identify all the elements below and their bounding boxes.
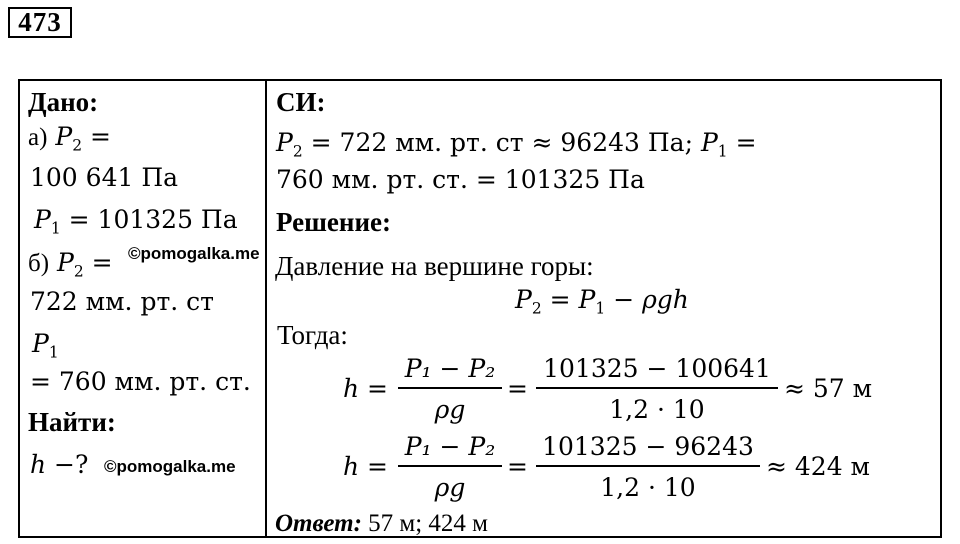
watermark-top: ©pomogalka.me	[128, 244, 260, 263]
calc-1-num-2: 101325 − 100641	[543, 354, 771, 383]
calc-1-den-1: ρg	[434, 395, 466, 424]
formula-lhs-var: P	[515, 285, 532, 314]
given-b-p2-sub: 2	[73, 262, 84, 281]
formula-p-var: P	[578, 285, 596, 314]
calc-1-lhs: h =	[343, 374, 388, 403]
calc-1-bar-1	[398, 387, 502, 389]
si-line-1	[276, 128, 757, 161]
given-b-p1-value: = 760 мм. рт. ст.	[30, 367, 251, 396]
given-a-p2-value: 100 641 Па	[30, 163, 179, 192]
column-divider	[265, 79, 267, 538]
calc-2-lhs: h =	[343, 452, 388, 481]
answer-text: 57 м; 424 м	[361, 510, 488, 537]
given-a-p1	[34, 205, 238, 238]
given-a-label: а)	[28, 124, 48, 151]
given-b-p2-eq: =	[83, 248, 113, 277]
given-b-p1-sub: 1	[48, 343, 59, 362]
given-a-p2	[28, 122, 111, 155]
find-unknown	[30, 452, 88, 477]
given-b-p1-var: P	[32, 329, 49, 358]
calc-2-den-2: 1,2 · 10	[600, 473, 696, 502]
si-p1-sub: 1	[717, 142, 728, 161]
solution-text-2: Тогда:	[277, 320, 348, 350]
problem-number: 473	[8, 7, 72, 38]
si-heading: СИ:	[276, 87, 326, 117]
calc-1-fraction-symbolic	[398, 352, 502, 424]
main-formula	[515, 285, 689, 318]
si-p2-var: P	[276, 128, 293, 157]
calc-1-eq: =	[507, 374, 528, 403]
calc-2-bar-2	[536, 465, 760, 467]
find-rest: −?	[46, 450, 89, 479]
si-line-1-end: =	[727, 128, 757, 157]
watermark-bottom: ©pomogalka.me	[104, 457, 236, 476]
calc-2-num-2: 101325 − 96243	[542, 432, 754, 461]
given-b-p2-value: 722 мм. рт. ст	[30, 287, 215, 316]
given-b-p2	[28, 248, 113, 281]
calc-1-num-1: P₁ − P₂	[404, 354, 496, 383]
si-p2-sub: 2	[292, 142, 303, 161]
calc-2-num-1: P₁ − P₂	[404, 432, 496, 461]
given-b-label: б)	[28, 250, 50, 277]
calc-2-fraction-symbolic	[398, 430, 502, 502]
si-line-2: 760 мм. рт. ст. = 101325 Па	[276, 165, 645, 194]
formula-mid: =	[541, 285, 579, 314]
find-heading: Найти:	[28, 407, 116, 437]
calc-2-result: ≈ 424 м	[766, 452, 871, 481]
calc-1-bar-2	[536, 387, 778, 389]
given-a-p2-var: P	[55, 122, 73, 151]
calc-2-fraction-numeric	[536, 430, 760, 502]
given-a-p2-sub: 2	[72, 136, 83, 155]
calc-2-bar-1	[398, 465, 502, 467]
formula-rhs: − ρgh	[605, 285, 689, 314]
si-line-1-text: = 722 мм. рт. ст ≈ 96243 Па;	[302, 128, 701, 157]
answer-line	[275, 510, 488, 536]
calc-2-den-1: ρg	[434, 473, 466, 502]
solution-text-1: Давление на вершине горы:	[275, 251, 594, 281]
si-p1-var: P	[700, 128, 718, 157]
calc-1-result: ≈ 57 м	[784, 374, 873, 403]
given-a-p1-value: = 101325 Па	[60, 205, 238, 234]
given-heading: Дано:	[28, 87, 99, 117]
find-var: h	[30, 450, 47, 479]
given-a-p1-var: P	[34, 205, 51, 234]
calc-1-den-2: 1,2 · 10	[609, 395, 705, 424]
given-b-p2-var: P	[57, 248, 74, 277]
formula-p-sub: 1	[595, 299, 606, 318]
solution-heading: Решение:	[276, 207, 391, 237]
given-a-p1-sub: 1	[50, 219, 61, 238]
calc-2-eq: =	[507, 452, 528, 481]
formula-lhs-sub: 2	[531, 299, 542, 318]
given-b-p1	[32, 329, 59, 362]
calc-1-fraction-numeric	[536, 352, 778, 424]
given-a-p2-eq: =	[82, 122, 111, 151]
answer-label: Ответ:	[275, 510, 362, 537]
